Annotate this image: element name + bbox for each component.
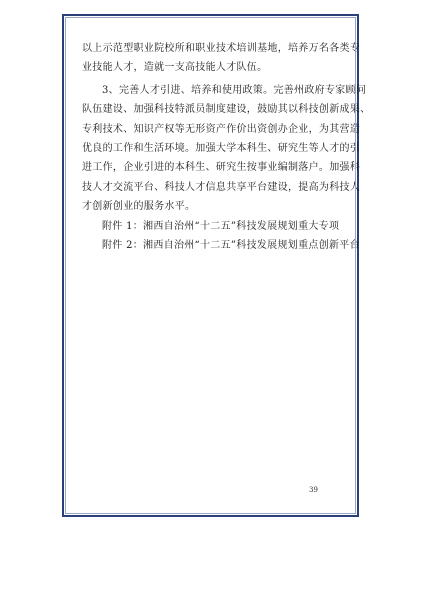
text-line: 才创新创业的服务水平。	[82, 201, 196, 213]
text-line: 业技能人才，造就一支高技能人才队伍。	[82, 62, 268, 74]
page-frame	[62, 14, 371, 517]
attachment-list	[82, 217, 360, 256]
text-line: 专利技术、知识产权等无形资产作价出资创办企业，为其营造	[82, 123, 361, 135]
text-line: 技人才交流平台、科技人才信息共享平台建设，提高为科技人	[82, 181, 361, 193]
text-line: 优良的工作和生活环境。加强大学本科生、研究生等人才的引	[82, 142, 361, 154]
text-line: 队伍建设、加强科技特派员制度建设，鼓励其以科技创新成果、	[82, 104, 371, 116]
document-body	[82, 39, 371, 255]
text-line: 以上示范型职业院校所和职业技术培训基地，培养万名各类专	[82, 43, 361, 54]
paragraph-talent-policy	[82, 81, 371, 217]
paragraph-skills-training	[82, 39, 361, 78]
attachment-item-2: 附件 2：湘西自治州“十二五”科技发展规划重点创新平台	[102, 239, 360, 251]
attachment-item-1: 附件 1：湘西自治州“十二五”科技发展规划重大专项	[102, 220, 340, 232]
text-line: 进工作，企业引进的本科生、研究生按事业编制落户。加强科	[82, 162, 361, 174]
text-line: 3、完善人才引进、培养和使用政策。完善州政府专家顾问	[102, 84, 367, 96]
page-number: 39	[309, 486, 318, 494]
